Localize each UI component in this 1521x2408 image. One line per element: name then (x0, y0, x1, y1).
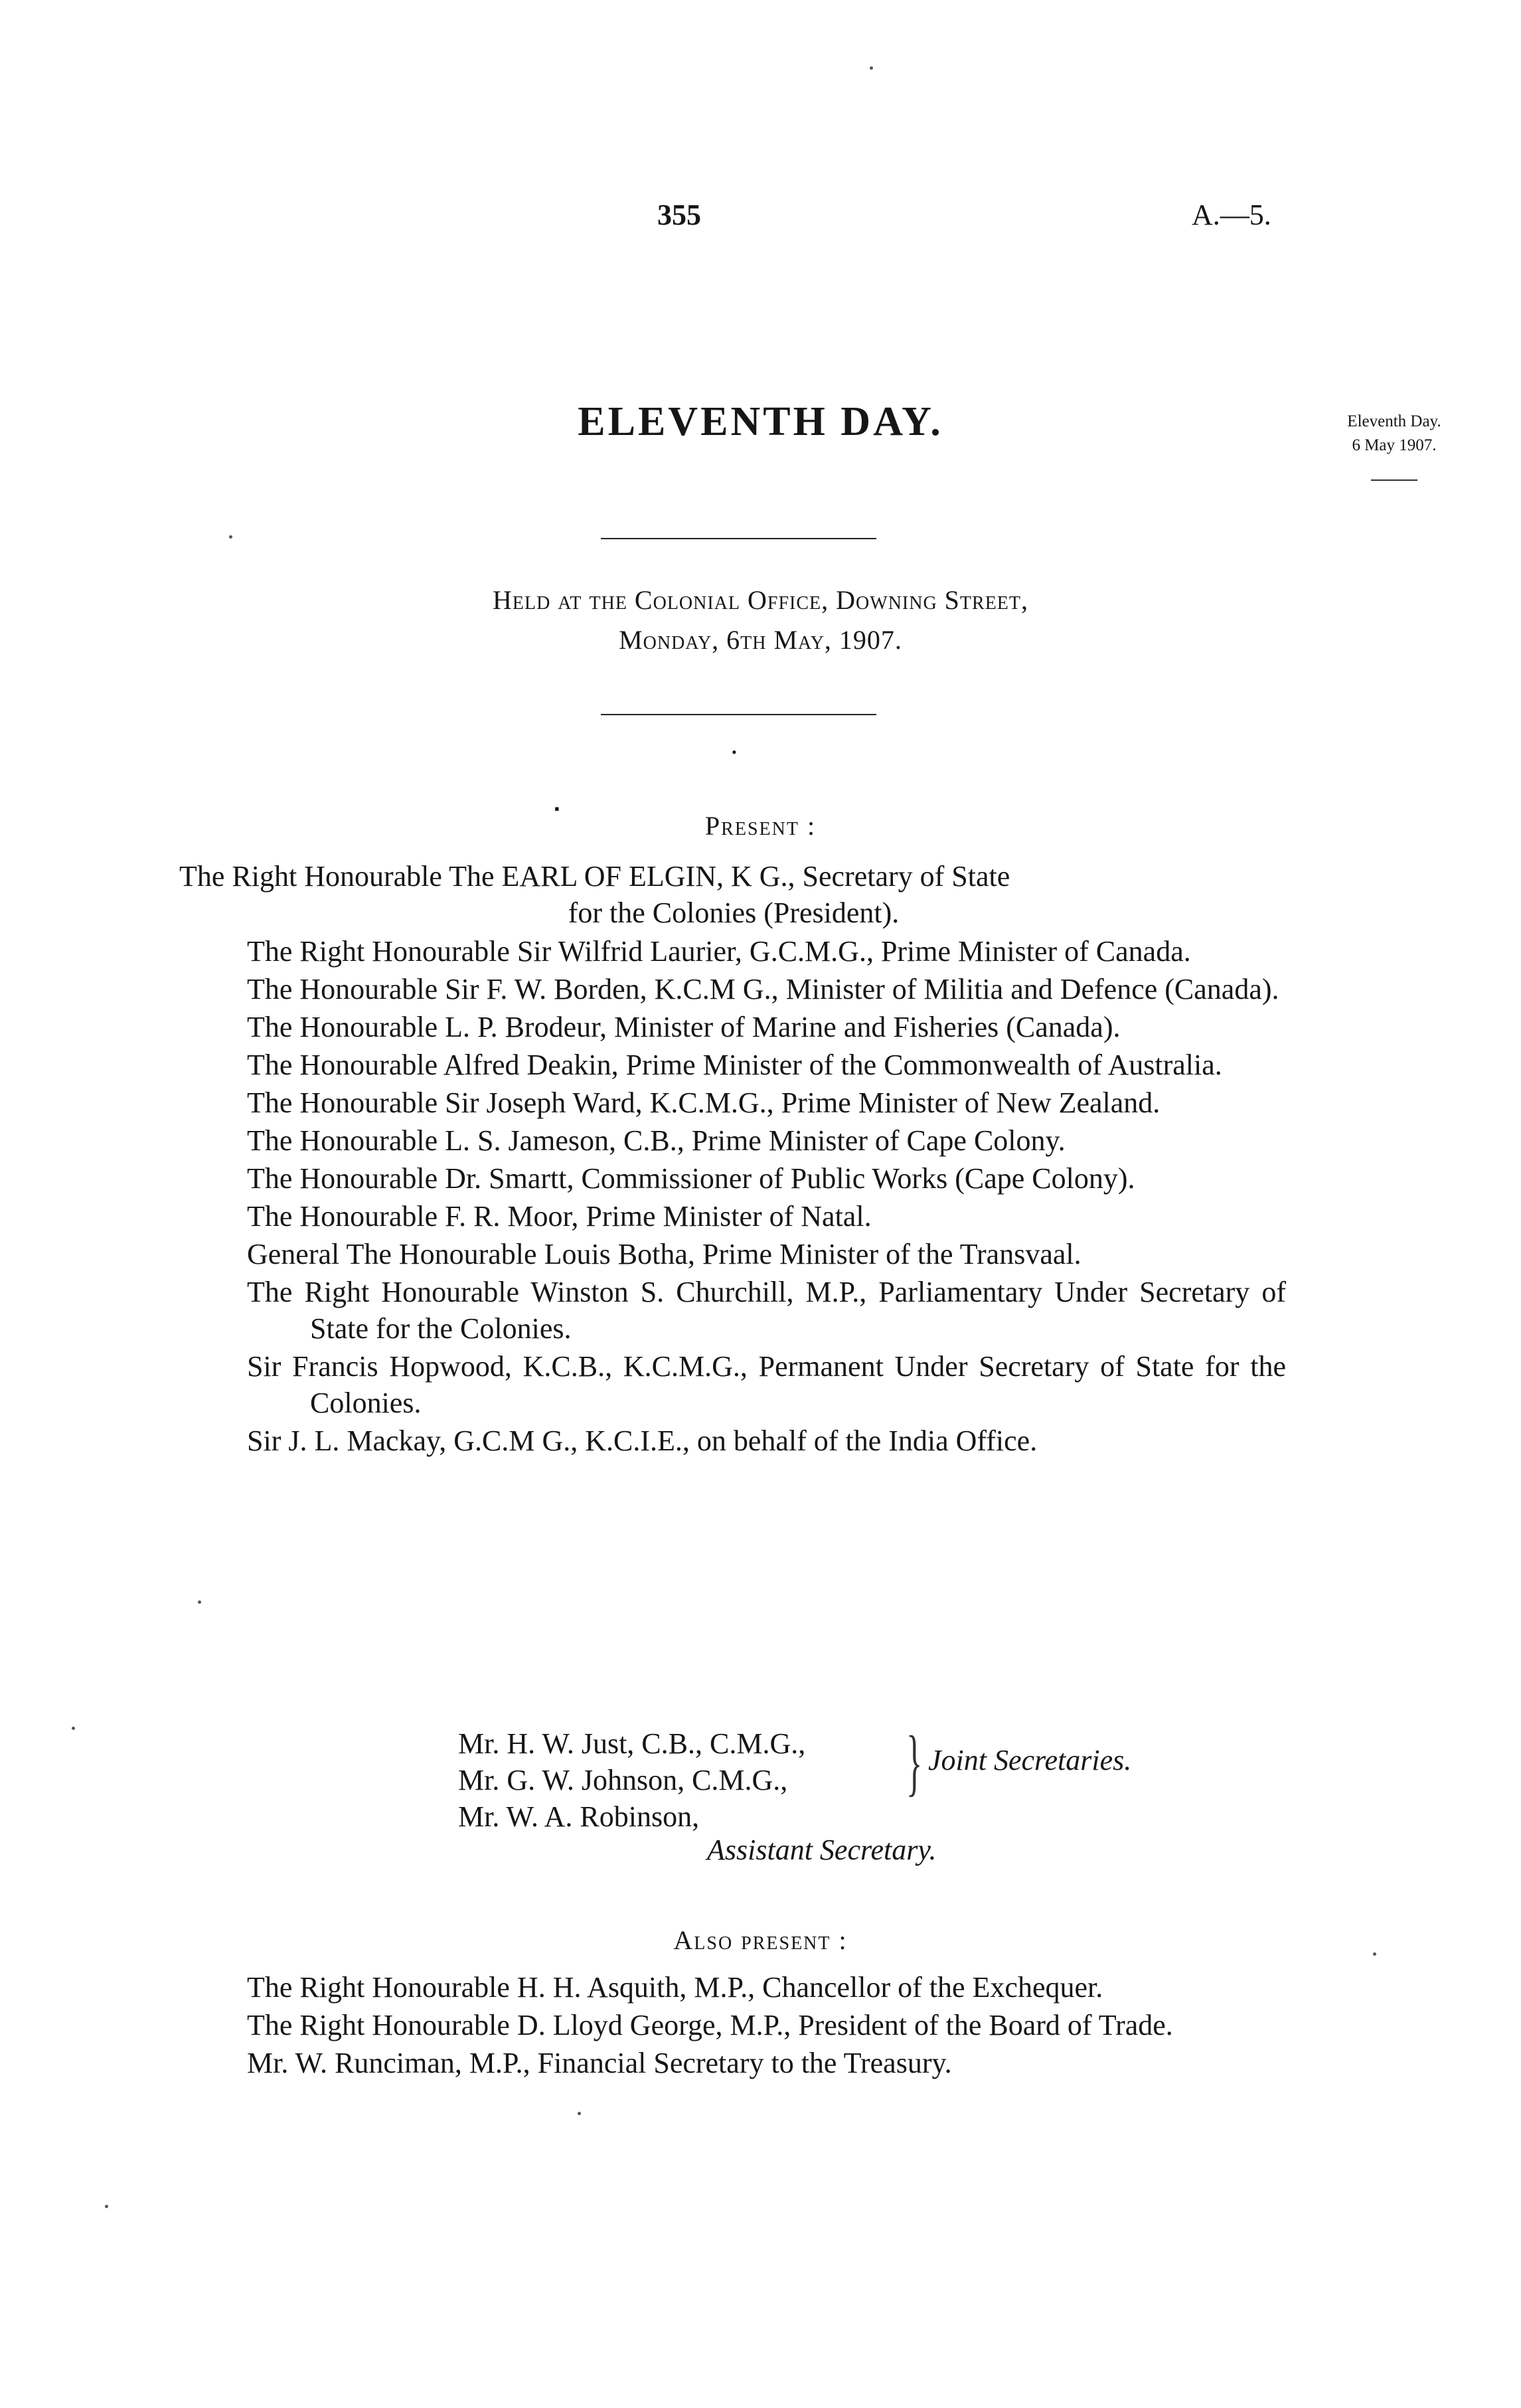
margin-note-date: 6 May 1907. (1352, 436, 1437, 454)
attendee-entry: The Honourable Alfred Deakin, Prime Minister of the Commonwealth of Australia. (247, 1049, 1222, 1081)
print-speck: • (732, 744, 737, 760)
margin-note (1321, 410, 1467, 458)
attendee-entry: Sir J. L. Mackay, G.C.M G., K.C.I.E., on behalf of the India Office. (247, 1424, 1038, 1457)
attendee-entry: The Honourable Sir F. W. Borden, K.C.M G., Minister of Militia and Defence (Canada). (247, 973, 1279, 1005)
attendee-list (247, 933, 1286, 1460)
assistant-secretary-name: Mr. W. A. Robinson, (458, 1800, 700, 1833)
margin-note-rule (1371, 479, 1417, 481)
also-present-list (247, 1969, 1286, 2083)
page-title: ELEVENTH DAY. (578, 399, 943, 444)
margin-note-day: Eleventh Day. (1347, 412, 1441, 430)
venue-line: Held at the Colonial Office, Downing Street, (492, 585, 1029, 615)
president-line-1: The Right Honourable The EARL OF ELGIN, K G., Secretary of State (179, 860, 1010, 893)
print-speck (198, 1600, 201, 1604)
joint-secretary: Mr. G. W. Johnson, C.M.G., (458, 1764, 788, 1796)
attendee-entry: The Honourable Sir Joseph Ward, K.C.M.G., Prime Minister of New Zealand. (247, 1086, 1161, 1119)
joint-secretaries-label: Joint Secretaries. (928, 1744, 1132, 1776)
also-present-entry: The Right Honourable H. H. Asquith, M.P., Chancellor of the Exchequer. (247, 1971, 1103, 2004)
document-reference: A.—5. (1192, 199, 1271, 231)
attendee-entry: The Right Honourable Sir Wilfrid Laurier, G.C.M.G., Prime Minister of Canada. (247, 935, 1191, 968)
print-speck (870, 66, 873, 70)
joint-secretary: Mr. H. W. Just, C.B., C.M.G., (458, 1727, 806, 1760)
divider-rule (601, 538, 876, 539)
present-heading: Present : (704, 811, 817, 841)
also-present-entry: The Right Honourable D. Lloyd George, M.P., President of the Board of Trade. (247, 2009, 1173, 2041)
attendee-entry: General The Honourable Louis Botha, Prime Minister of the Transvaal. (247, 1238, 1081, 1270)
attendee-entry: Sir Francis Hopwood, K.C.B., K.C.M.G., Permanent Under Secretary of State for the Colonies. (247, 1350, 1286, 1419)
print-speck (72, 1727, 75, 1730)
assistant-secretary-label: Assistant Secretary. (707, 1834, 937, 1866)
print-speck (1373, 1952, 1376, 1956)
also-present-entry: Mr. W. Runciman, M.P., Financial Secretary to the Treasury. (247, 2047, 952, 2079)
print-speck (578, 2112, 581, 2115)
page-number: 355 (657, 199, 701, 231)
print-speck (229, 535, 232, 539)
attendee-entry: The Honourable L. S. Jameson, C.B., Prime Minister of Cape Colony. (247, 1124, 1066, 1157)
brace-icon: } (906, 1721, 923, 1804)
print-speck (105, 2205, 108, 2208)
attendee-entry: The Right Honourable Winston S. Churchill, M.P., Parliamentary Under Secretary of State for the Colonies. (247, 1276, 1286, 1345)
also-present-heading: Also present : (673, 1925, 848, 1955)
president-line-2: for the Colonies (President). (568, 897, 900, 929)
secretaries-block (458, 1725, 805, 1835)
president-entry (179, 858, 1288, 931)
divider-rule (601, 714, 876, 715)
date-line: Monday, 6th May, 1907. (619, 625, 902, 655)
attendee-entry: The Honourable Dr. Smartt, Commissioner of Public Works (Cape Colony). (247, 1162, 1135, 1195)
attendee-entry: The Honourable L. P. Brodeur, Minister of Marine and Fisheries (Canada). (247, 1011, 1121, 1043)
print-speck: ▪ (554, 800, 560, 817)
attendee-entry: The Honourable F. R. Moor, Prime Minister of Natal. (247, 1200, 872, 1233)
